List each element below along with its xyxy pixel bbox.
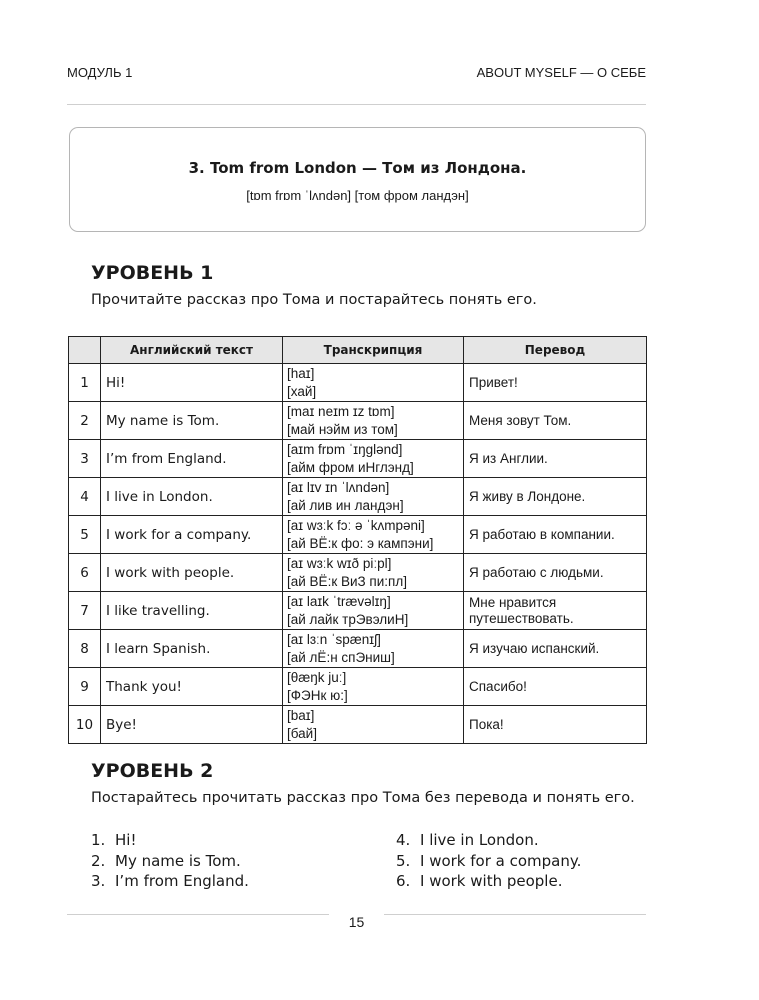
column-header-translation: Перевод [464,337,647,364]
ipa-transcription: [haɪ] [287,365,315,381]
transcription-cell [283,440,464,478]
table-row [69,630,647,668]
row-number: 7 [69,592,101,630]
translation-cell: Пока! [464,706,647,744]
ipa-transcription: [aɪ laɪk ˈtrævəlɪŋ] [287,593,391,609]
list-item: 3. I’m from England. [91,872,249,890]
ipa-transcription: [aɪ lɜːn ˈspænɪʃ] [287,631,381,647]
ipa-transcription: [aɪ lɪv ɪn ˈlʌndən] [287,479,390,495]
russian-transcription: [айм фром иНглэнд] [287,459,414,475]
list-item: 4. I live in London. [396,831,539,849]
transcription-cell [283,554,464,592]
footer-divider-left [67,914,329,915]
table-header-row [69,337,647,364]
level-1-heading: УРОВЕНЬ 1 [91,262,214,284]
list-item: 6. I work with people. [396,872,563,890]
row-number: 9 [69,668,101,706]
lesson-title-box [69,127,646,232]
ipa-transcription: [aɪ wɜːk wɪð piːpl] [287,555,392,571]
translation-cell: Я работаю с людьми. [464,554,647,592]
running-header-topic: ABOUT MYSELF — О СЕБЕ [476,65,646,80]
level-2-instruction: Постарайтесь прочитать рассказ про Тома без перевода и понять его. [91,790,635,806]
column-header-english: Английский текст [101,337,283,364]
transcription-cell [283,630,464,668]
english-text-cell: I learn Spanish. [101,630,283,668]
level-2-heading: УРОВЕНЬ 2 [91,760,214,782]
english-text-cell: I’m from England. [101,440,283,478]
transcription-cell [283,706,464,744]
list-item: 5. I work for a company. [396,851,582,870]
lesson-title: 3. Tom from London — Том из Лондона. [188,159,527,177]
russian-transcription: [ай ВЁ:к ВиЗ пи:пл] [287,573,407,589]
russian-transcription: [бай] [287,725,317,741]
translation-cell: Я живу в Лондоне. [464,478,647,516]
table-body [69,364,647,744]
ipa-transcription: [aɪm frɒm ˈɪŋglənd] [287,441,403,457]
footer-divider-right [384,914,646,915]
row-number: 2 [69,402,101,440]
row-number: 1 [69,364,101,402]
russian-transcription: [май нэйм из том] [287,421,398,437]
transcription-cell [283,592,464,630]
table-row [69,668,647,706]
table-row [69,364,647,402]
row-number: 6 [69,554,101,592]
russian-transcription: [ай лайк трЭвэлиН] [287,611,409,627]
row-number: 4 [69,478,101,516]
header-divider [67,104,646,105]
row-number: 8 [69,630,101,668]
lesson-title-transcription: [tɒm frɒm ˈlʌndən] [том фром лaндэн] [246,188,469,203]
column-header-transcription: Транскрипция [283,337,464,364]
transcription-cell [283,516,464,554]
translation-cell: Меня зовут Том. [464,402,647,440]
russian-transcription: [ай лив ин лaндэн] [287,497,404,513]
translation-cell: Я из Англии. [464,440,647,478]
translation-cell: Спасибо! [464,668,647,706]
sentence-list-left [91,830,249,892]
english-text-cell: Hi! [101,364,283,402]
running-header-module: МОДУЛЬ 1 [67,65,133,80]
russian-transcription: [ФЭНк ю:] [287,687,348,703]
ipa-transcription: [aɪ wɜːk fɔː ə ˈkʌmpəni] [287,517,425,533]
list-item: 2. My name is Tom. [91,851,241,870]
russian-transcription: [ай лЁ:н спЭниш] [287,649,395,665]
english-text-cell: My name is Tom. [101,402,283,440]
transcription-cell [283,668,464,706]
table-row [69,440,647,478]
english-text-cell: I like travelling. [101,592,283,630]
russian-transcription: [хай] [287,383,317,399]
lesson-table [68,336,647,744]
page-number: 15 [348,914,365,930]
translation-cell: Мне нравится путешествовать. [464,592,647,630]
ipa-transcription: [baɪ] [287,707,315,723]
sentence-list-right [396,830,581,892]
ipa-transcription: [maɪ neɪm ɪz tɒm] [287,403,395,419]
english-text-cell: Bye! [101,706,283,744]
table-row [69,554,647,592]
transcription-cell [283,478,464,516]
russian-transcription: [ай ВЁ:к фо: э кaмпэни] [287,535,434,551]
table-row [69,402,647,440]
translation-cell: Я изучаю испанский. [464,630,647,668]
english-text-cell: I live in London. [101,478,283,516]
row-number: 3 [69,440,101,478]
table-row [69,592,647,630]
english-text-cell: I work for a company. [101,516,283,554]
ipa-transcription: [θæŋk juː] [287,669,347,685]
translation-cell: Привет! [464,364,647,402]
list-item: 1. Hi! [91,831,137,849]
table-row [69,478,647,516]
column-header-number [69,337,101,364]
english-text-cell: Thank you! [101,668,283,706]
transcription-cell [283,364,464,402]
transcription-cell [283,402,464,440]
english-text-cell: I work with people. [101,554,283,592]
level-1-instruction: Прочитайте рассказ про Тома и постарайтесь понять его. [91,292,537,308]
row-number: 5 [69,516,101,554]
table-row [69,516,647,554]
table-row [69,706,647,744]
row-number: 10 [69,706,101,744]
translation-cell: Я работаю в компании. [464,516,647,554]
